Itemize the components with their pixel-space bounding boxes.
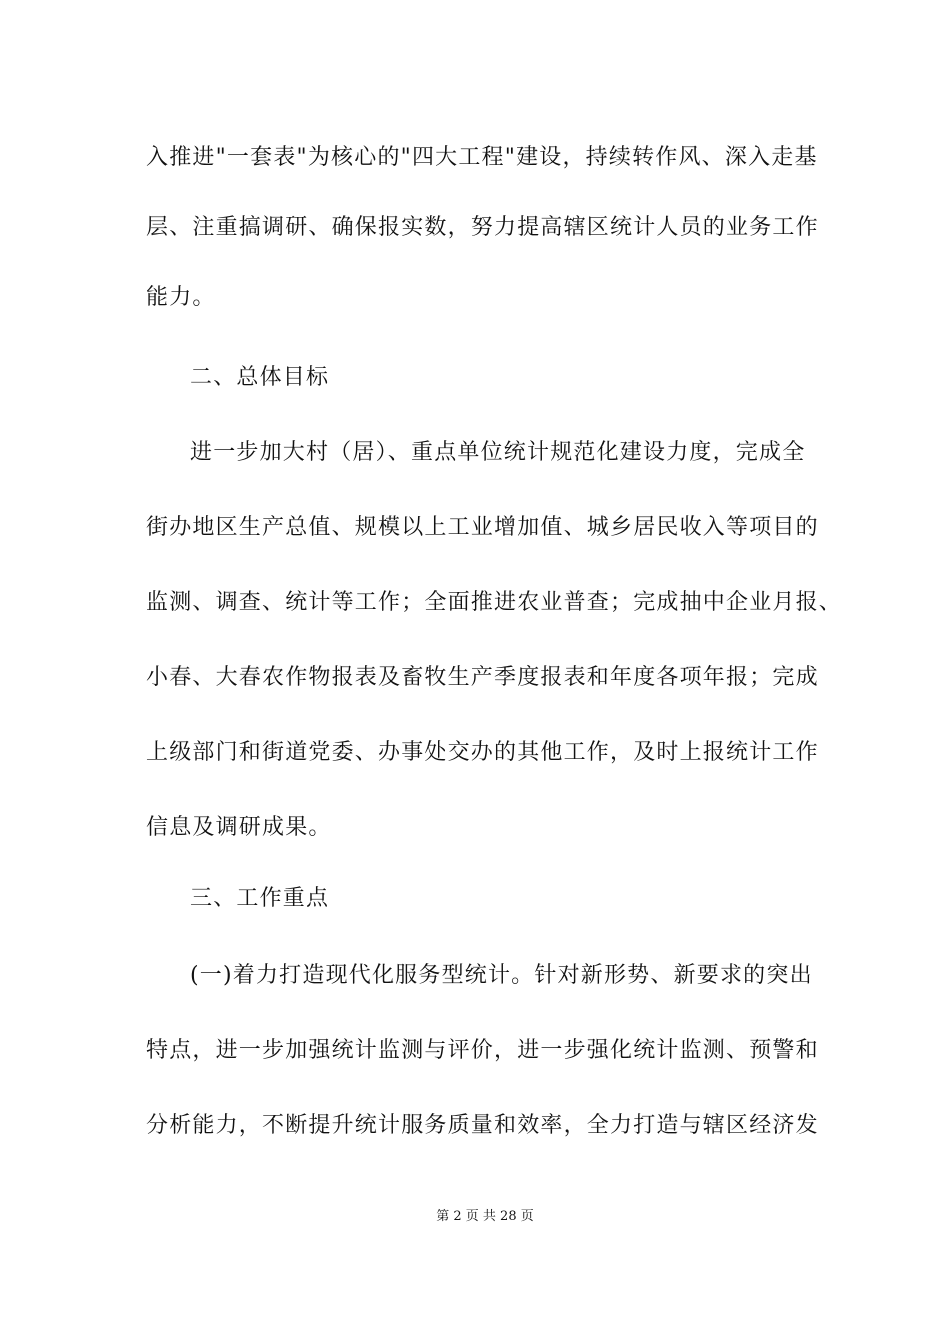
section-heading-overall-goals: 二、总体目标 (190, 365, 330, 390)
paragraph-line-4: 进一步加大村（居）、重点单位统计规范化建设力度，完成全 (190, 440, 806, 465)
paragraph-line-11: 特点，进一步加强统计监测与评价，进一步强化统计监测、预警和 (146, 1038, 819, 1063)
page-number-footer: 第 2 页 共 28 页 (436, 1209, 534, 1224)
paragraph-line-1: 入推进"一套表"为核心的"四大工程"建设，持续转作风、深入走基 (146, 145, 818, 170)
paragraph-line-2: 层、注重搞调研、确保报实数，努力提高辖区统计人员的业务工作 (146, 215, 819, 240)
paragraph-line-9: 信息及调研成果。 (146, 815, 332, 840)
paragraph-line-10: (一)着力打造现代化服务型统计。针对新形势、新要求的突出 (190, 963, 813, 988)
paragraph-line-6: 监测、调查、统计等工作；全面推进农业普查；完成抽中企业月报、 (146, 590, 843, 615)
paragraph-line-5: 街办地区生产总值、规模以上工业增加值、城乡居民收入等项目的 (146, 515, 819, 540)
paragraph-line-8: 上级部门和街道党委、办事处交办的其他工作，及时上报统计工作 (146, 740, 819, 765)
paragraph-line-12: 分析能力，不断提升统计服务质量和效率，全力打造与辖区经济发 (146, 1113, 819, 1138)
paragraph-line-7: 小春、大春农作物报表及畜牧生产季度报表和年度各项年报；完成 (146, 665, 819, 690)
paragraph-line-3: 能力。 (146, 285, 216, 310)
section-heading-work-focus: 三、工作重点 (190, 886, 330, 911)
